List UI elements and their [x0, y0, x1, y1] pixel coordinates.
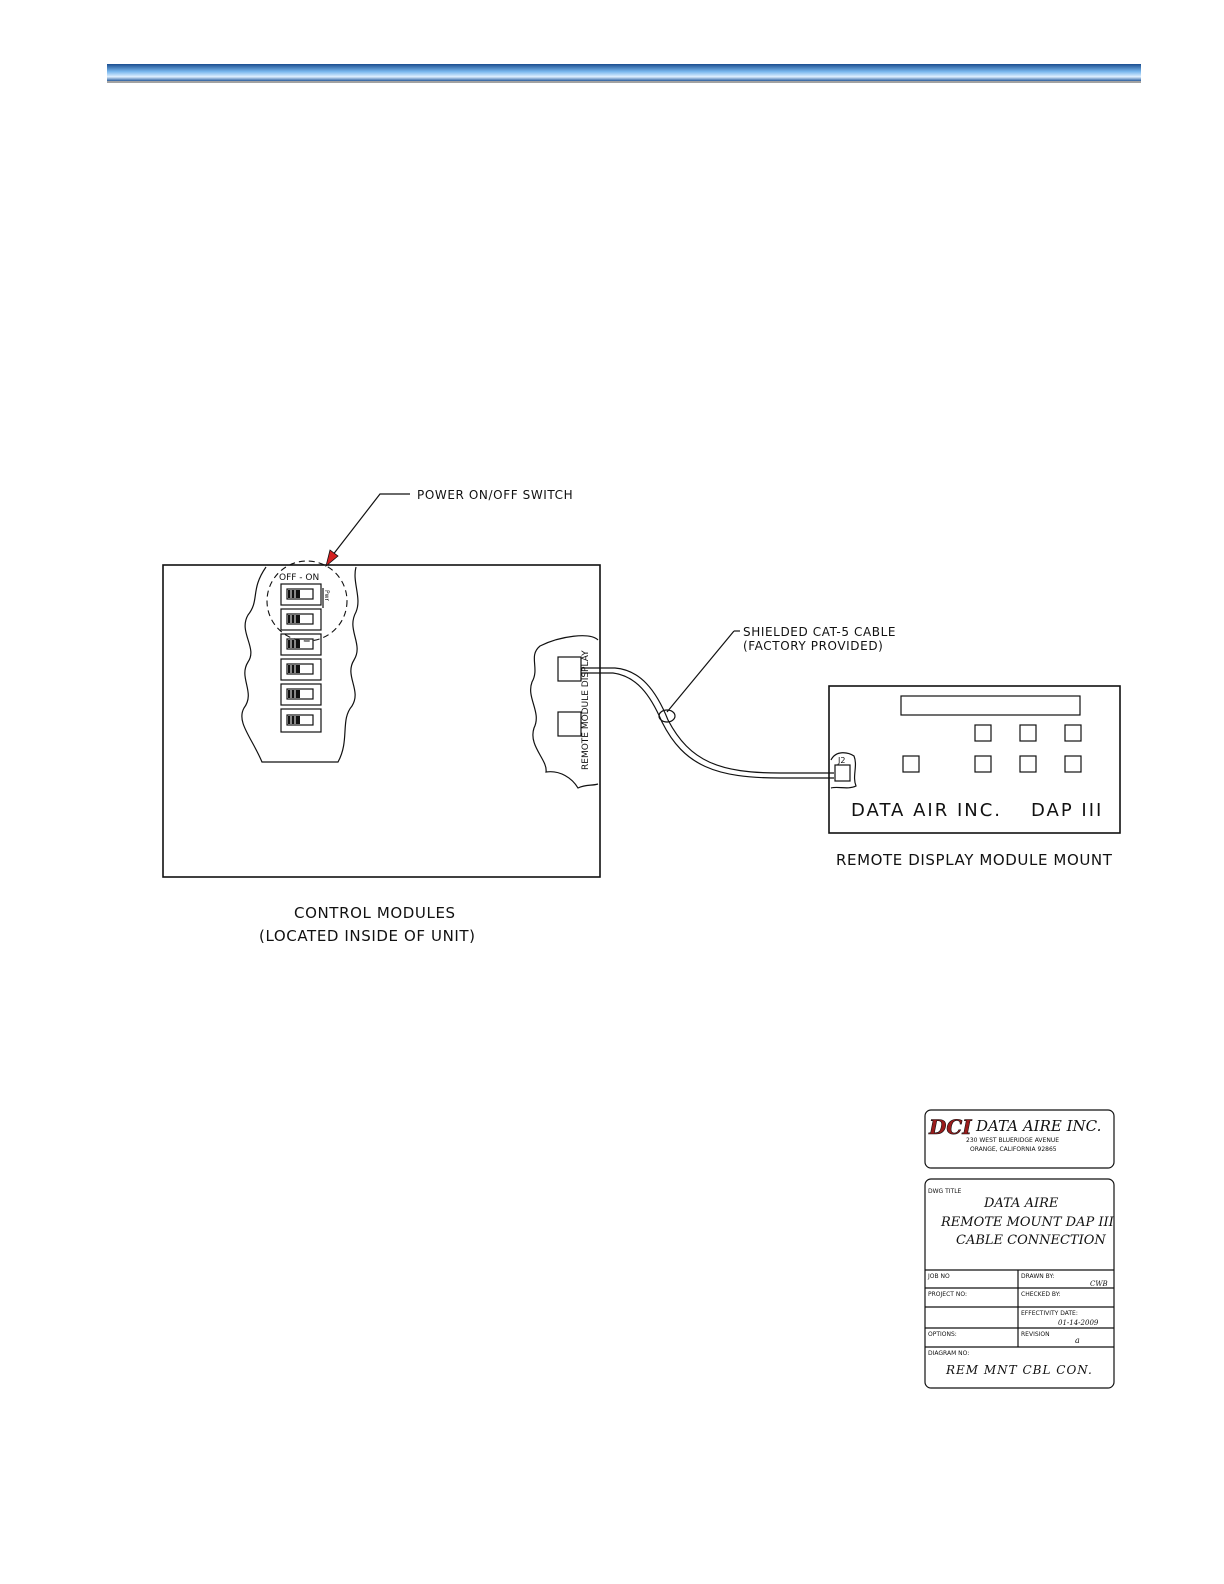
dip-switch-stack	[281, 584, 321, 732]
effectivity-date-label: EFFECTIVITY DATE:	[1021, 1310, 1078, 1317]
diagram-no-label: DIAGRAM NO:	[928, 1350, 970, 1357]
display-key	[1020, 725, 1036, 741]
remote-module-display-label: REMOTE MODULE DISPLAY	[581, 650, 591, 770]
display-brand-label: DATA AIR INC.	[851, 800, 1003, 821]
display-key	[975, 725, 991, 741]
cable-callout-line2: (FACTORY PROVIDED)	[743, 639, 884, 653]
dci-logo	[928, 1115, 972, 1139]
display-key	[1065, 725, 1081, 741]
title-block-info	[925, 1179, 1115, 1388]
title-line1: DATA AIRE	[984, 1196, 1059, 1211]
connector-port-upper	[558, 657, 581, 681]
display-key	[975, 756, 991, 772]
j2-label: J2	[838, 756, 846, 765]
display-screen	[901, 696, 1080, 715]
dip-switch	[281, 709, 321, 732]
power-switch-callout: POWER ON/OFF SWITCH	[417, 488, 574, 502]
control-modules-caption-sub: (LOCATED INSIDE OF UNIT)	[259, 927, 476, 945]
cable-callout-line1: SHIELDED CAT-5 CABLE	[743, 625, 897, 639]
dip-switch	[281, 634, 321, 655]
options-label: OPTIONS:	[928, 1331, 957, 1338]
header-bar	[107, 64, 1141, 81]
display-model-label: DAP III	[1031, 800, 1104, 821]
remote-display-caption: REMOTE DISPLAY MODULE MOUNT	[836, 851, 1113, 869]
dip-switch	[281, 659, 321, 680]
job-no-label: JOB NO	[928, 1273, 950, 1280]
remote-display-panel	[829, 686, 1120, 833]
drawn-by-label: DRAWN BY:	[1021, 1273, 1055, 1280]
title-line2: REMOTE MOUNT DAP III	[941, 1215, 1114, 1230]
effectivity-date-value: 01-14-2009	[1058, 1319, 1099, 1327]
dip-switch	[281, 584, 321, 605]
j2-jack	[835, 765, 850, 781]
drawn-by-value: CWB	[1090, 1280, 1108, 1288]
project-no-label: PROJECT NO:	[928, 1291, 967, 1298]
checked-by-label: CHECKED BY:	[1021, 1291, 1061, 1298]
company-name: DATA AIRE INC.	[976, 1117, 1102, 1135]
dwg-title-label: DWG TITLE	[928, 1188, 962, 1195]
display-key	[1020, 756, 1036, 772]
revision-label: REVISION	[1021, 1331, 1050, 1338]
control-module-panel	[163, 561, 600, 877]
cat5-cable	[581, 668, 834, 778]
display-key	[1065, 756, 1081, 772]
switch-arrow-label: Pwr	[323, 590, 330, 601]
control-modules-caption: CONTROL MODULES	[294, 904, 456, 922]
svg-text:DCI: DCI	[929, 1115, 972, 1139]
dip-switch	[281, 684, 321, 705]
title-line3: CABLE CONNECTION	[956, 1233, 1106, 1248]
display-key	[903, 756, 919, 772]
revision-value: a	[1075, 1336, 1080, 1345]
cable-leader	[667, 631, 734, 712]
address-line2: ORANGE, CALIFORNIA 92865	[970, 1146, 1057, 1153]
diagram-no-value: REM MNT CBL CON.	[946, 1363, 1093, 1377]
connector-port-lower	[558, 712, 581, 736]
dip-switch	[281, 609, 321, 630]
address-line1: 230 WEST BLUERIDGE AVENUE	[966, 1137, 1059, 1144]
switch-off-on-label: OFF - ON	[279, 573, 320, 583]
power-switch-arrowhead	[326, 550, 338, 566]
title-block-company	[925, 1110, 1114, 1168]
power-switch-leader	[332, 494, 410, 556]
